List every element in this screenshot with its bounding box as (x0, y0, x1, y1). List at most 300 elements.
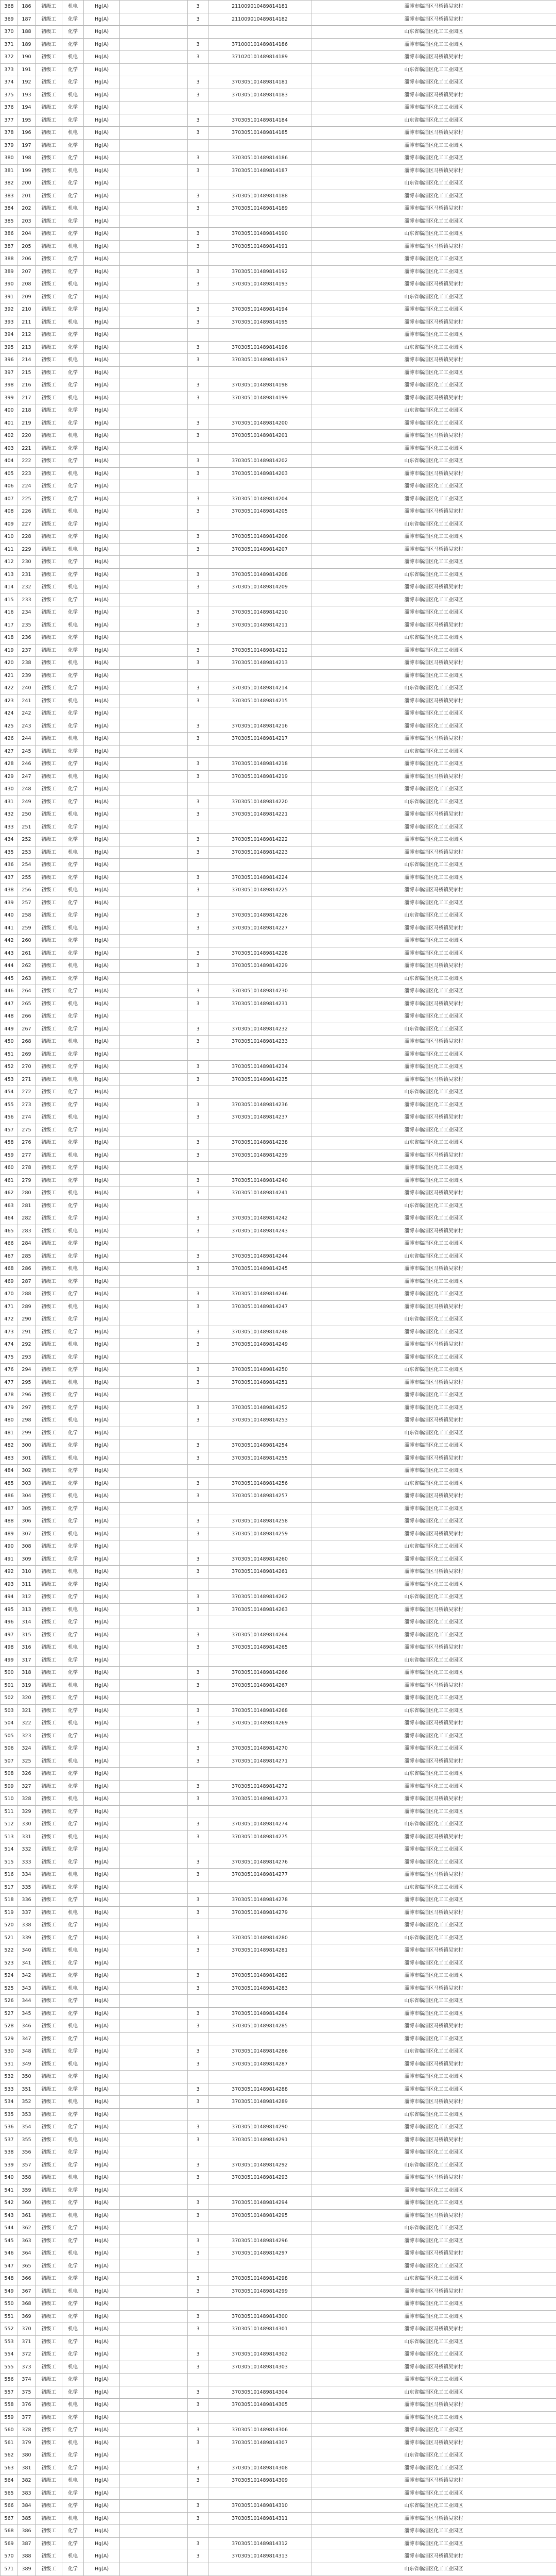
grade-cell: 初级工 (36, 1073, 62, 1086)
grade-cell: 初级工 (36, 2260, 62, 2273)
record-code: 295 (18, 1376, 36, 1389)
tax-id-cell: 370305101489814238 (208, 1137, 311, 1149)
row-number: 510 (1, 1793, 18, 1806)
major-cell: 机电 (62, 1869, 84, 1882)
grade-cell: 初级工 (36, 518, 62, 531)
row-number: 452 (1, 1061, 18, 1074)
row-number: 484 (1, 1465, 18, 1478)
major-cell: 机电 (62, 1793, 84, 1806)
category-cell: Hg(A) (84, 1679, 120, 1692)
level-cell: 3 (188, 1603, 208, 1616)
level-cell: 3 (188, 1818, 208, 1831)
row-number: 549 (1, 2285, 18, 2298)
major-cell: 化学 (62, 1667, 84, 1680)
tax-id-cell (208, 556, 311, 569)
tax-id-cell (208, 707, 311, 720)
tax-id-cell (208, 935, 311, 947)
row-number: 505 (1, 1730, 18, 1742)
table-row (1, 1717, 556, 1730)
unit-cell: 淄博市临淄区马桥镇吴家村 (311, 770, 556, 783)
category-cell: Hg(A) (84, 1137, 120, 1149)
record-code: 335 (18, 1881, 36, 1894)
tax-id-cell: 370305101489814285 (208, 2020, 311, 2033)
grade-cell: 初级工 (36, 2563, 62, 2575)
record-code: 254 (18, 859, 36, 872)
major-cell: 化学 (62, 556, 84, 569)
level-cell: 3 (188, 2096, 208, 2109)
grade-cell: 初级工 (36, 2487, 62, 2500)
category-cell: Hg(A) (84, 960, 120, 973)
grade-cell: 初级工 (36, 1048, 62, 1061)
level-cell (188, 1995, 208, 2008)
category-cell: Hg(A) (84, 1427, 120, 1439)
level-cell: 3 (188, 1288, 208, 1301)
unit-cell: 淄博市临淄区化工工业园区 (311, 1098, 556, 1111)
row-number: 388 (1, 253, 18, 266)
tax-id-cell (208, 26, 311, 39)
record-code: 338 (18, 1919, 36, 1932)
unit-cell: 淄博市临淄区马桥镇吴家村 (311, 2209, 556, 2222)
major-cell: 化学 (62, 1250, 84, 1263)
record-code: 264 (18, 985, 36, 998)
table-row (1, 190, 556, 202)
cert-cell (120, 594, 188, 606)
row-number: 522 (1, 1944, 18, 1957)
record-code: 190 (18, 51, 36, 64)
record-code: 278 (18, 1162, 36, 1175)
row-number: 391 (1, 291, 18, 303)
level-cell (188, 177, 208, 190)
unit-cell: 淄博市临淄区化工工业园区 (311, 1439, 556, 1452)
table-row (1, 985, 556, 998)
table-row (1, 2209, 556, 2222)
major-cell: 化学 (62, 1048, 84, 1061)
record-code: 305 (18, 1502, 36, 1515)
level-cell: 3 (188, 2386, 208, 2399)
cert-cell (120, 152, 188, 165)
table-row (1, 215, 556, 228)
record-code: 251 (18, 821, 36, 834)
major-cell: 化学 (62, 2310, 84, 2323)
major-cell: 化学 (62, 1098, 84, 1111)
unit-cell: 淄博市临淄区马桥镇吴家村 (311, 1869, 556, 1882)
table-row (1, 2133, 556, 2146)
tax-id-cell: 370305101489814271 (208, 1755, 311, 1768)
tax-id-cell: 370305101489814196 (208, 341, 311, 354)
category-cell: Hg(A) (84, 909, 120, 922)
tax-id-cell: 370305101489814211 (208, 619, 311, 632)
cert-cell (120, 1805, 188, 1818)
row-number: 400 (1, 404, 18, 417)
unit-cell: 淄博市临淄区化工工业园区 (311, 1048, 556, 1061)
unit-cell: 淄博市临淄区化工工业园区 (311, 531, 556, 544)
category-cell: Hg(A) (84, 1376, 120, 1389)
unit-cell: 淄博市临淄区马桥镇吴家村 (311, 2512, 556, 2525)
unit-cell: 淄博市临淄区化工工业园区 (311, 2537, 556, 2550)
unit-cell: 淄博市临淄区马桥镇吴家村 (311, 581, 556, 594)
grade-cell: 初级工 (36, 947, 62, 960)
level-cell: 3 (188, 733, 208, 745)
level-cell: 3 (188, 1970, 208, 1982)
row-number: 372 (1, 51, 18, 64)
row-number: 449 (1, 1023, 18, 1036)
table-row (1, 909, 556, 922)
major-cell: 化学 (62, 2184, 84, 2197)
table-row (1, 1906, 556, 1919)
category-cell: Hg(A) (84, 2500, 120, 2513)
tax-id-cell: 370305101489814194 (208, 303, 311, 316)
tax-id-cell: 370305101489814260 (208, 1553, 311, 1566)
category-cell: Hg(A) (84, 2537, 120, 2550)
cert-cell (120, 127, 188, 140)
unit-cell: 淄博市临淄区马桥镇吴家村 (311, 392, 556, 404)
cert-cell (120, 505, 188, 518)
row-number: 478 (1, 1389, 18, 1402)
level-cell (188, 1010, 208, 1023)
cert-cell (120, 1578, 188, 1591)
row-number: 412 (1, 556, 18, 569)
grade-cell: 初级工 (36, 1137, 62, 1149)
tax-id-cell: 370305101489814187 (208, 164, 311, 177)
tax-id-cell: 370305101489814195 (208, 316, 311, 329)
grade-cell: 初级工 (36, 1414, 62, 1427)
unit-cell: 山东省临淄区化工工业园区 (311, 1250, 556, 1263)
record-code: 284 (18, 1238, 36, 1250)
grade-cell: 初级工 (36, 177, 62, 190)
category-cell: Hg(A) (84, 2361, 120, 2374)
major-cell: 机电 (62, 2323, 84, 2336)
record-code: 315 (18, 1629, 36, 1641)
category-cell: Hg(A) (84, 1010, 120, 1023)
level-cell (188, 2260, 208, 2273)
level-cell: 3 (188, 1023, 208, 1036)
level-cell: 3 (188, 2007, 208, 2020)
category-cell: Hg(A) (84, 1805, 120, 1818)
table-row (1, 1061, 556, 1074)
grade-cell: 初级工 (36, 1086, 62, 1099)
record-code: 204 (18, 228, 36, 241)
level-cell: 3 (188, 909, 208, 922)
row-number: 567 (1, 2512, 18, 2525)
table-row (1, 228, 556, 241)
grade-cell: 初级工 (36, 2512, 62, 2525)
record-code: 271 (18, 1073, 36, 1086)
record-code: 313 (18, 1603, 36, 1616)
table-row (1, 253, 556, 266)
level-cell: 3 (188, 1704, 208, 1717)
unit-cell: 淄博市临淄区化工工业园区 (311, 2071, 556, 2083)
category-cell: Hg(A) (84, 1238, 120, 1250)
table-row (1, 1427, 556, 1439)
category-cell: Hg(A) (84, 2184, 120, 2197)
record-code: 226 (18, 505, 36, 518)
unit-cell: 淄博市临淄区马桥镇吴家村 (311, 2285, 556, 2298)
level-cell: 3 (188, 960, 208, 973)
cert-cell (120, 935, 188, 947)
cert-cell (120, 1250, 188, 1263)
cert-cell (120, 1313, 188, 1326)
unit-cell: 淄博市临淄区马桥镇吴家村 (311, 1755, 556, 1768)
major-cell: 化学 (62, 1970, 84, 1982)
category-cell: Hg(A) (84, 1212, 120, 1225)
row-number: 460 (1, 1162, 18, 1175)
cert-cell (120, 493, 188, 505)
unit-cell: 淄博市临淄区化工工业园区 (311, 190, 556, 202)
grade-cell: 初级工 (36, 1591, 62, 1604)
cert-cell (120, 1490, 188, 1503)
unit-cell: 山东省临淄区化工工业园区 (311, 2449, 556, 2462)
level-cell (188, 2335, 208, 2348)
category-cell: Hg(A) (84, 2045, 120, 2058)
row-number: 441 (1, 922, 18, 935)
record-code: 351 (18, 2083, 36, 2096)
category-cell: Hg(A) (84, 2563, 120, 2575)
major-cell: 化学 (62, 2462, 84, 2475)
unit-cell: 淄博市临淄区马桥镇吴家村 (311, 1376, 556, 1389)
row-number: 488 (1, 1515, 18, 1528)
unit-cell: 山东省临淄区化工工业园区 (311, 1137, 556, 1149)
record-code: 279 (18, 1174, 36, 1187)
category-cell: Hg(A) (84, 2032, 120, 2045)
level-cell: 3 (188, 1641, 208, 1654)
level-cell: 3 (188, 2045, 208, 2058)
major-cell: 化学 (62, 947, 84, 960)
level-cell: 3 (188, 51, 208, 64)
level-cell: 3 (188, 316, 208, 329)
major-cell: 化学 (62, 859, 84, 872)
record-code: 376 (18, 2399, 36, 2412)
record-code: 233 (18, 594, 36, 606)
cert-cell (120, 1364, 188, 1377)
row-number: 476 (1, 1364, 18, 1377)
major-cell: 化学 (62, 480, 84, 493)
tax-id-cell: 370305101489814237 (208, 1111, 311, 1124)
grade-cell: 初级工 (36, 1351, 62, 1364)
level-cell (188, 783, 208, 796)
tax-id-cell: 370305101489814212 (208, 644, 311, 657)
cert-cell (120, 1389, 188, 1402)
record-code: 258 (18, 909, 36, 922)
grade-cell: 初级工 (36, 1313, 62, 1326)
level-cell (188, 1124, 208, 1137)
grade-cell: 初级工 (36, 278, 62, 291)
cert-cell (120, 2310, 188, 2323)
cert-cell (120, 177, 188, 190)
major-cell: 化学 (62, 2159, 84, 2172)
table-row (1, 1528, 556, 1540)
record-code: 311 (18, 1578, 36, 1591)
grade-cell: 初级工 (36, 1982, 62, 1995)
row-number: 375 (1, 89, 18, 101)
record-code: 323 (18, 1730, 36, 1742)
cert-cell (120, 329, 188, 342)
category-cell: Hg(A) (84, 1250, 120, 1263)
grade-cell: 初级工 (36, 1010, 62, 1023)
unit-cell: 淄博市临淄区化工工业园区 (311, 1351, 556, 1364)
level-cell (188, 2487, 208, 2500)
record-code: 253 (18, 846, 36, 859)
row-number: 392 (1, 303, 18, 316)
table-row (1, 2537, 556, 2550)
record-code: 318 (18, 1667, 36, 1680)
grade-cell: 初级工 (36, 884, 62, 897)
grade-cell: 初级工 (36, 960, 62, 973)
cert-cell (120, 518, 188, 531)
table-row (1, 455, 556, 468)
table-row (1, 152, 556, 165)
record-code: 334 (18, 1869, 36, 1882)
row-number: 397 (1, 366, 18, 379)
tax-id-cell: 370305101489814255 (208, 1452, 311, 1465)
level-cell (188, 1313, 208, 1326)
cert-cell (120, 1010, 188, 1023)
level-cell: 3 (188, 884, 208, 897)
major-cell: 化学 (62, 1212, 84, 1225)
cert-cell (120, 1288, 188, 1301)
category-cell: Hg(A) (84, 1098, 120, 1111)
unit-cell: 山东省临淄区化工工业园区 (311, 1364, 556, 1377)
tax-id-cell (208, 2146, 311, 2159)
category-cell: Hg(A) (84, 783, 120, 796)
table-row (1, 1540, 556, 1553)
grade-cell: 初级工 (36, 51, 62, 64)
table-row (1, 606, 556, 619)
category-cell: Hg(A) (84, 63, 120, 76)
category-cell: Hg(A) (84, 795, 120, 808)
table-row (1, 404, 556, 417)
tax-id-cell: 370305101489814228 (208, 947, 311, 960)
record-code: 225 (18, 493, 36, 505)
row-number: 571 (1, 2563, 18, 2575)
table-row (1, 2146, 556, 2159)
major-cell: 化学 (62, 341, 84, 354)
major-cell: 机电 (62, 1225, 84, 1238)
grade-cell: 初级工 (36, 13, 62, 26)
category-cell: Hg(A) (84, 2020, 120, 2033)
level-cell (188, 1540, 208, 1553)
grade-cell: 初级工 (36, 531, 62, 544)
tax-id-cell: 370305101489814288 (208, 2083, 311, 2096)
record-code: 293 (18, 1351, 36, 1364)
row-number: 423 (1, 694, 18, 707)
tax-id-cell (208, 2184, 311, 2197)
row-number: 547 (1, 2260, 18, 2273)
grade-cell: 初级工 (36, 265, 62, 278)
major-cell: 化学 (62, 1199, 84, 1212)
tax-id-cell: 370305101489814264 (208, 1629, 311, 1641)
row-number: 485 (1, 1477, 18, 1490)
category-cell: Hg(A) (84, 215, 120, 228)
unit-cell: 山东省临淄区化工工业园区 (311, 1818, 556, 1831)
cert-cell (120, 2234, 188, 2247)
row-number: 398 (1, 379, 18, 392)
row-number: 519 (1, 1906, 18, 1919)
unit-cell: 淄博市临淄区化工工业园区 (311, 669, 556, 682)
row-number: 495 (1, 1603, 18, 1616)
record-code: 268 (18, 1036, 36, 1048)
table-row (1, 859, 556, 872)
grade-cell: 初级工 (36, 2449, 62, 2462)
category-cell: Hg(A) (84, 127, 120, 140)
level-cell (188, 1162, 208, 1175)
major-cell: 化学 (62, 972, 84, 985)
table-row (1, 619, 556, 632)
record-code: 238 (18, 657, 36, 670)
row-number: 439 (1, 896, 18, 909)
row-number: 416 (1, 606, 18, 619)
major-cell: 化学 (62, 1162, 84, 1175)
cert-cell (120, 2512, 188, 2525)
category-cell: Hg(A) (84, 2550, 120, 2563)
row-number: 387 (1, 240, 18, 253)
row-number: 490 (1, 1540, 18, 1553)
grade-cell: 初级工 (36, 2020, 62, 2033)
category-cell: Hg(A) (84, 1275, 120, 1288)
major-cell: 化学 (62, 1553, 84, 1566)
grade-cell: 初级工 (36, 404, 62, 417)
table-row (1, 543, 556, 556)
tax-id-cell (208, 2525, 311, 2538)
category-cell: Hg(A) (84, 556, 120, 569)
record-code: 245 (18, 745, 36, 758)
category-cell: Hg(A) (84, 1768, 120, 1781)
cert-cell (120, 1124, 188, 1137)
row-number: 378 (1, 127, 18, 140)
level-cell: 3 (188, 2234, 208, 2247)
row-number: 417 (1, 619, 18, 632)
tax-id-cell (208, 1540, 311, 1553)
row-number: 540 (1, 2172, 18, 2184)
cert-cell (120, 2411, 188, 2424)
level-cell: 3 (188, 1717, 208, 1730)
tax-id-cell (208, 215, 311, 228)
record-code: 379 (18, 2436, 36, 2449)
level-cell: 3 (188, 1944, 208, 1957)
row-number: 475 (1, 1351, 18, 1364)
tax-id-cell: 370305101489814294 (208, 2197, 311, 2210)
level-cell: 3 (188, 1553, 208, 1566)
unit-cell: 淄博市临淄区马桥镇吴家村 (311, 1831, 556, 1843)
tax-id-cell: 370305101489814273 (208, 1793, 311, 1806)
cert-cell (120, 1036, 188, 1048)
table-row (1, 1199, 556, 1212)
level-cell: 3 (188, 1187, 208, 1200)
record-code: 222 (18, 455, 36, 468)
row-number: 379 (1, 139, 18, 152)
unit-cell: 淄博市临淄区马桥镇吴家村 (311, 1641, 556, 1654)
tax-id-cell: 370305101489814284 (208, 2007, 311, 2020)
row-number: 427 (1, 745, 18, 758)
grade-cell: 初级工 (36, 2436, 62, 2449)
grade-cell: 初级工 (36, 808, 62, 821)
tax-id-cell: 370305101489814265 (208, 1641, 311, 1654)
tax-id-cell (208, 1805, 311, 1818)
row-number: 436 (1, 859, 18, 872)
tax-id-cell: 370305101489814243 (208, 1225, 311, 1238)
cert-cell (120, 1540, 188, 1553)
major-cell: 化学 (62, 152, 84, 165)
level-cell: 3 (188, 2512, 208, 2525)
category-cell: Hg(A) (84, 745, 120, 758)
table-row (1, 1073, 556, 1086)
grade-cell: 初级工 (36, 316, 62, 329)
cert-cell (120, 2108, 188, 2121)
tax-id-cell: 370305101489814249 (208, 1338, 311, 1351)
row-number: 468 (1, 1263, 18, 1276)
table-row (1, 2159, 556, 2172)
unit-cell: 淄博市临淄区化工工业园区 (311, 1970, 556, 1982)
record-code: 340 (18, 1944, 36, 1957)
